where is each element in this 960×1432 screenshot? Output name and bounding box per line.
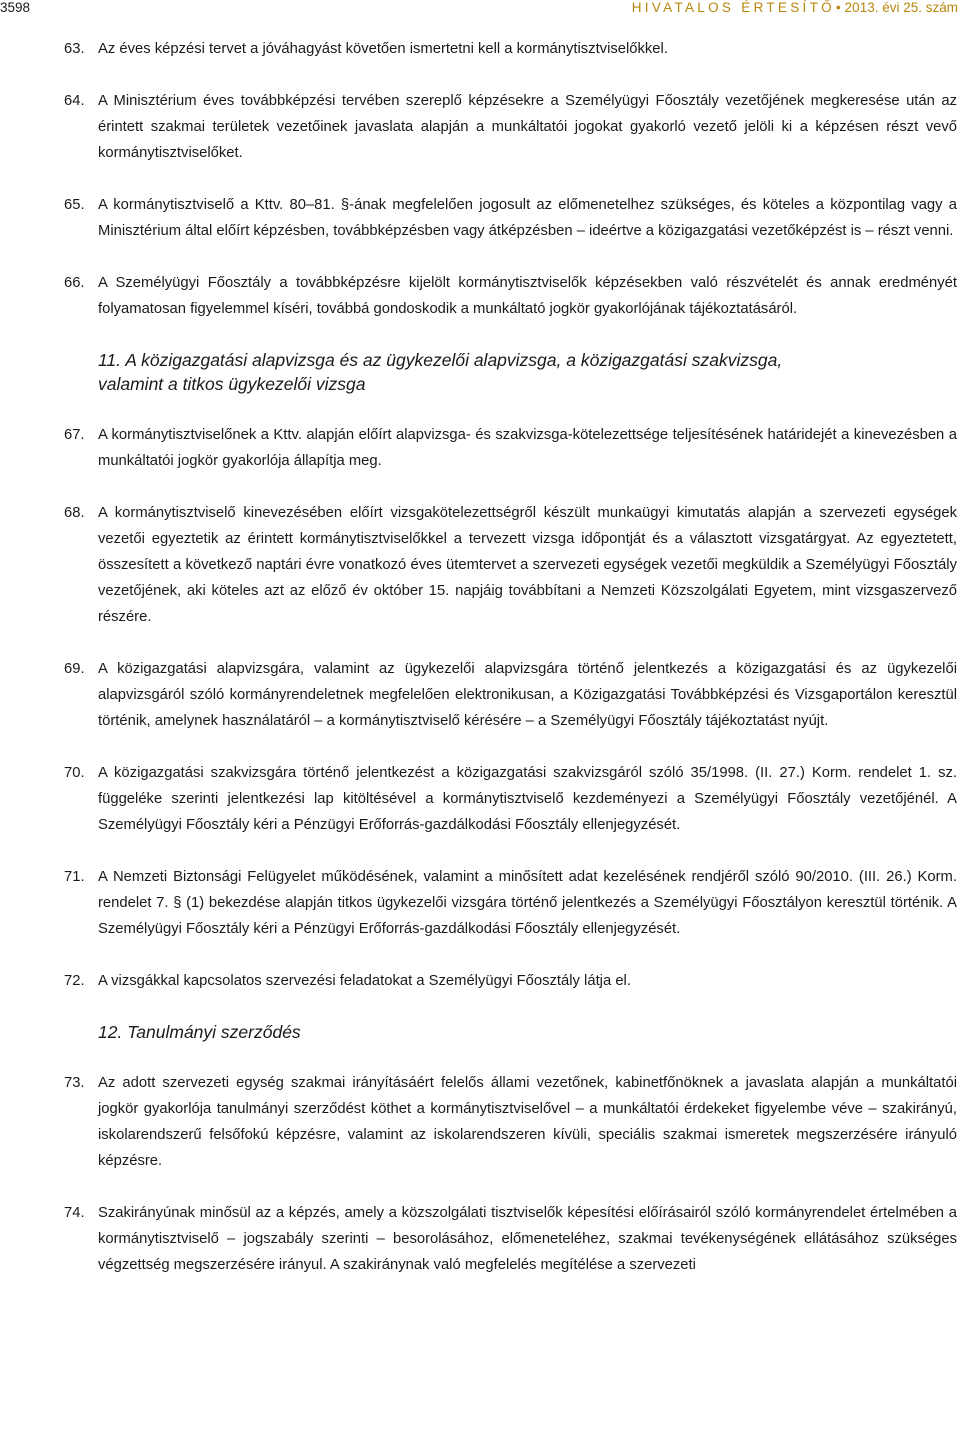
- paragraph-text: A közigazgatási alapvizsgára, valamint az ügykezelői alapvizsgára történő jelentkezés a közigazgatási és az ügykezelői alapvizsgáról szóló kormányrendeletnek megfelelően elektronikusan, a Közigazgatási Továbbképzési és Vizsgaportálon keresztül történik, amelynek használatáról – a kormánytisztviselő kérésére – a Személyügyi Főosztály tájékoztatást nyújt.: [98, 661, 957, 729]
- paragraph-number: 71.: [64, 869, 85, 885]
- section-title: A közigazgatási alapvizsga és az ügykezelői alapvizsga, a közigazgatási szakvizsga,: [125, 350, 783, 370]
- section-number: 11.: [98, 350, 122, 370]
- paragraph-68: [64, 500, 957, 630]
- section-title: Tanulmányi szerződés: [127, 1022, 301, 1042]
- paragraph-63: [64, 36, 957, 62]
- section-heading-11: [64, 348, 957, 396]
- paragraph-text: A vizsgákkal kapcsolatos szervezési feladatokat a Személyügyi Főosztály látja el.: [98, 973, 631, 989]
- paragraph-74: [64, 1200, 957, 1278]
- paragraph-number: 65.: [64, 197, 85, 213]
- paragraph-number: 64.: [64, 93, 85, 109]
- issue-date: 2013. évi 25. szám: [844, 0, 958, 15]
- paragraph-text: Szakirányúnak minősül az a képzés, amely a közszolgálati tisztviselők képesítési előírásairól szóló kormányrendelet értelmében a kormánytisztviselő – jogszabály szerinti – besorolásához, előmeneteléhez, szakmai tevékenységének ellátásához szükséges végzettség megszerzésére irányul. A szakiránynak való megfelelés megítélése a szervezeti: [98, 1205, 957, 1273]
- paragraph-number: 72.: [64, 973, 85, 989]
- paragraph-number: 66.: [64, 275, 85, 291]
- paragraph-66: [64, 270, 957, 322]
- section-number: 12.: [98, 1022, 123, 1042]
- paragraph-number: 67.: [64, 427, 85, 443]
- paragraph-70: [64, 760, 957, 838]
- paragraph-text: A kormánytisztviselő a Kttv. 80–81. §-ának megfelelően jogosult az előmenetelhez szükséges, és köteles a központilag vagy a Minisztérium által előírt képzésben, továbbképzésben vagy átképzésben – ideértve a közigazgatási vezetőképzést is – részt venni.: [98, 197, 957, 239]
- paragraph-number: 73.: [64, 1075, 85, 1091]
- paragraph-text: A közigazgatási szakvizsgára történő jelentkezést a közigazgatási szakvizsgáról szóló 35/1998. (II. 27.) Korm. rendelet 1. sz. függeléke szerinti jelentkezési lap kitöltésével a kormánytisztviselő kezdeményezi a Személyügyi Főosztály vezetőjénél. A Személyügyi Főosztály kéri a Pénzügyi Erőforrás-gazdálkodási Főosztály ellenjegyzését.: [98, 765, 957, 833]
- journal-title: HIVATALOS ÉRTESÍTŐ: [631, 0, 835, 15]
- paragraph-number: 74.: [64, 1205, 85, 1221]
- paragraph-text: A Minisztérium éves továbbképzési tervében szereplő képzésekre a Személyügyi Főosztály vezetőjének megkeresése után az érintett szakmai területek vezetőinek javaslata alapján a munkáltatói jogokat gyakorló vezető jelöli ki a képzésen részt vevő kormánytisztviselőket.: [98, 93, 957, 161]
- bullet-separator: •: [835, 0, 841, 15]
- paragraph-text: A kormánytisztviselőnek a Kttv. alapján előírt alapvizsga- és szakvizsga-kötelezettsége teljesítésének határidejét a kinevezésben a munkáltatói jogkör gyakorlója állapítja meg.: [98, 427, 957, 469]
- paragraph-number: 70.: [64, 765, 85, 781]
- document-body: [64, 36, 957, 1304]
- paragraph-67: [64, 422, 957, 474]
- paragraph-text: Az éves képzési tervet a jóváhagyást követően ismertetni kell a kormánytisztviselőkkel.: [98, 41, 668, 57]
- paragraph-number: 63.: [64, 41, 85, 57]
- section-heading-12: [64, 1020, 957, 1044]
- paragraph-text: A Nemzeti Biztonsági Felügyelet működésének, valamint a minősített adat kezelésének rendjéről szóló 90/2010. (III. 26.) Korm. rendelet 7. § (1) bekezdése alapján titkos ügykezelői vizsgára történő jelentkezés a Személyügyi Főosztályon keresztül történik. A Személyügyi Főosztály kéri a Pénzügyi Erőforrás-gazdálkodási Főosztály ellenjegyzését.: [98, 869, 957, 937]
- paragraph-text: A Személyügyi Főosztály a továbbképzésre kijelölt kormánytisztviselők képzésekben való részvételét és annak eredményét folyamatosan figyelemmel kíséri, továbbá gondoskodik a munkáltató jogkör gyakorlójának tájékoztatásáról.: [98, 275, 957, 317]
- page-header: [0, 0, 960, 20]
- page-number: 3598: [0, 0, 31, 15]
- paragraph-71: [64, 864, 957, 942]
- paragraph-number: 69.: [64, 661, 85, 677]
- paragraph-65: [64, 192, 957, 244]
- paragraph-69: [64, 656, 957, 734]
- paragraph-73: [64, 1070, 957, 1174]
- journal-info: [632, 0, 958, 16]
- section-title-continuation: valamint a titkos ügykezelői vizsga: [98, 374, 366, 394]
- paragraph-72: [64, 968, 957, 994]
- paragraph-number: 68.: [64, 505, 85, 521]
- paragraph-text: Az adott szervezeti egység szakmai irányításáért felelős állami vezetőnek, kabinetfőnöknek a javaslata alapján a munkáltatói jogkör gyakorlója tanulmányi szerződést köthet a kormánytisztviselővel – a munkáltatói érdekeket figyelembe véve – szakirányú, iskolarendszerű felsőfokú képzésre, valamint az iskolarendszeren kívüli, speciális szakmai ismeretek megszerzésére irányuló képzésre.: [98, 1075, 957, 1169]
- paragraph-64: [64, 88, 957, 166]
- paragraph-text: A kormánytisztviselő kinevezésében előírt vizsgakötelezettségről készült munkaügyi kimutatás alapján a szervezeti egységek vezetői egyeztetik az érintett kormánytisztviselőkkel a tervezett vizsga időpontját és a választott vizsgatárgyat. Az egyeztetett, összesített a következő naptári évre vonatkozó éves ütemtervet a szervezeti egységek vezetői megküldik a Személyügyi Főosztály vezetőjének, aki köteles azt az előző év október 15. napjáig továbbítani a Nemzeti Közszolgálati Egyetem, mint vizsgaszervező részére.: [98, 505, 957, 625]
